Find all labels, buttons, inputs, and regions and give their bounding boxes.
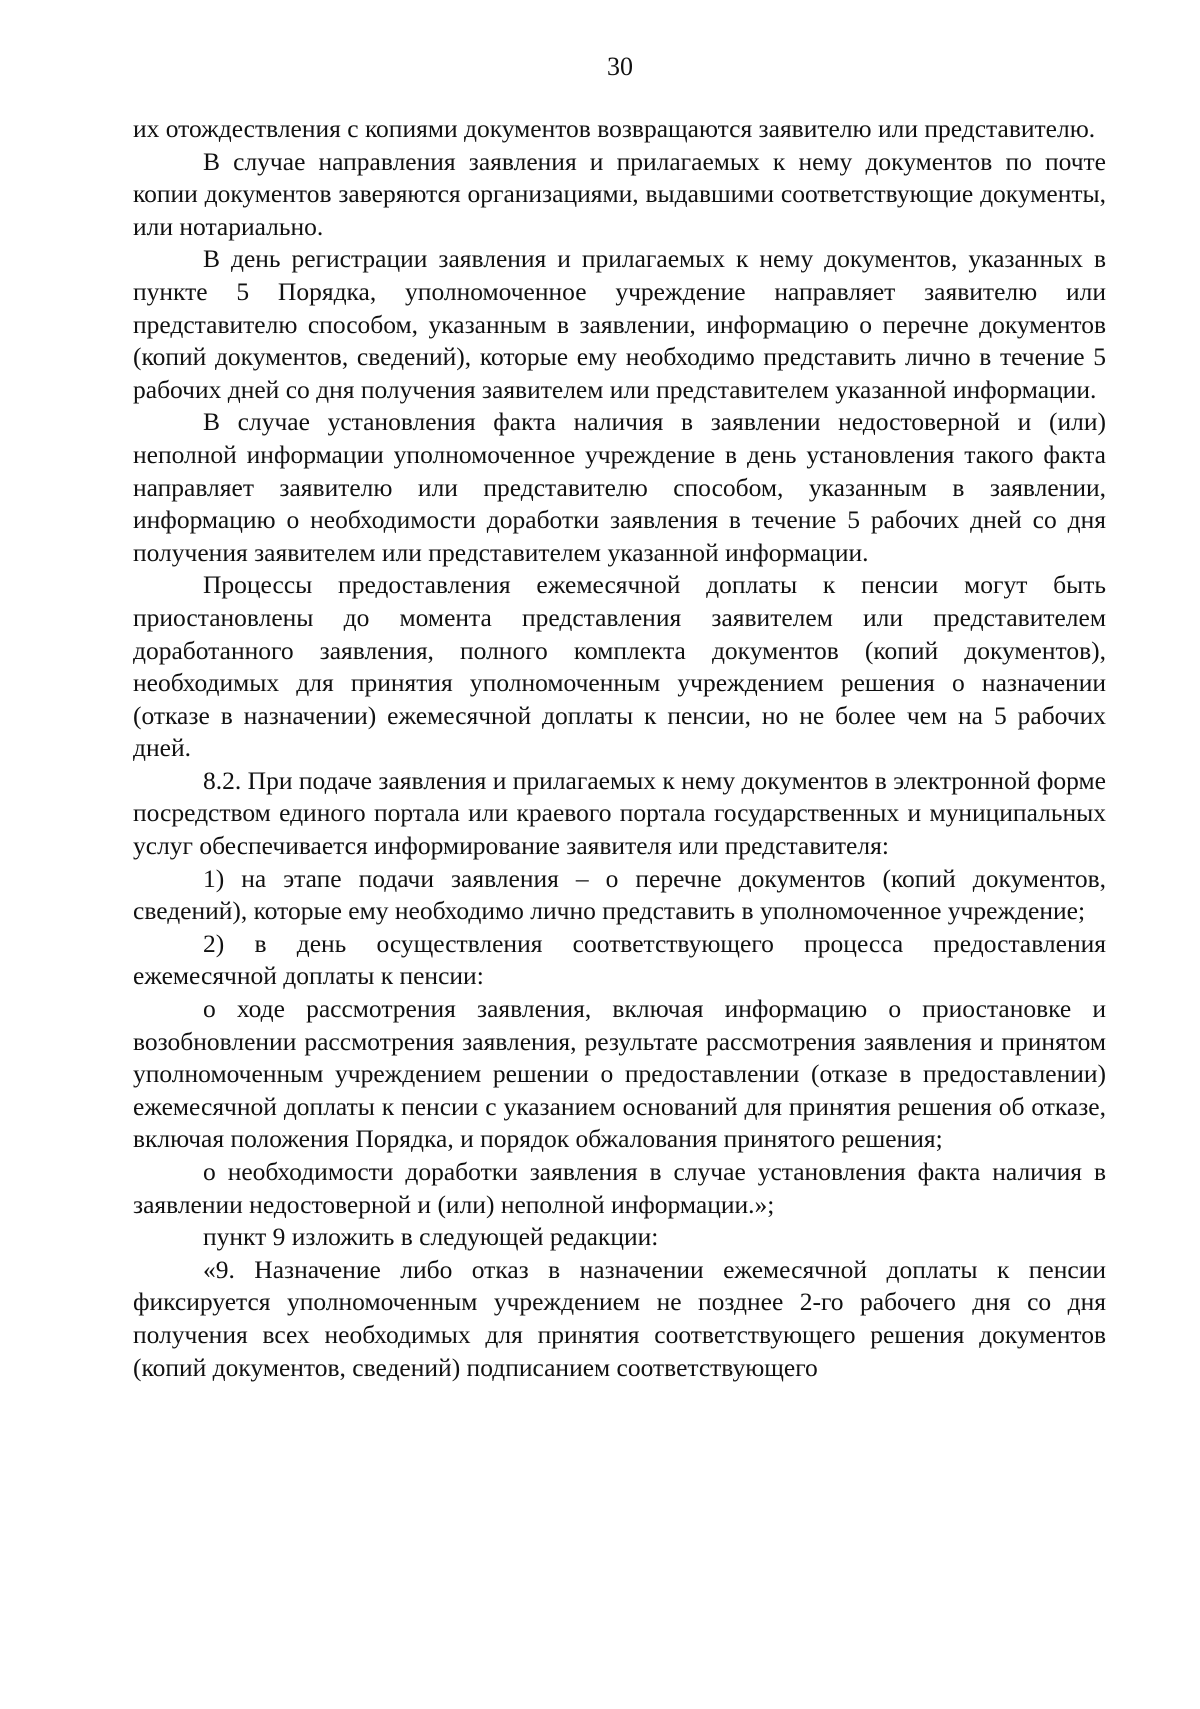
paragraph-postal-submission: В случае направления заявления и прилагаемых к нему документов по почте копии документов заверяются организациями, выдавшими соответствующие документы, или нотариально. xyxy=(133,146,1106,241)
paragraph-unreliable-information: В случае установления факта наличия в заявлении недостоверной и (или) неполной информации уполномоченное учреждение в день установления такого факта направляет заявителю или представителю способом, указанным в заявлении, информацию о необходимости доработки заявления в течение 5 рабочих дней со дня получения заявителем или представителем указанной информации. xyxy=(133,407,1106,567)
paragraph-process-suspension: Процессы предоставления ежемесячной доплаты к пенсии могут быть приостановлены до момента представления заявителем или представителем доработанного заявления, полного комплекта документов (копий документов), необходимых для принятия уполномоченным учреждением решения о назначении (отказе в назначении) ежемесячной доплаты к пенсии, но не более чем на 5 рабочих дней. xyxy=(133,570,1106,763)
paragraph-electronic-submission: 8.2. При подаче заявления и прилагаемых к нему документов в электронной форме посредством единого портала или краевого портала государственных и муниципальных услуг обеспечивается информирование заявителя или представителя: xyxy=(133,765,1106,861)
paragraph-point-9-text: «9. Назначение либо отказ в назначении ежемесячной доплаты к пенсии фиксируется уполномоченным учреждением не позднее 2-го рабочего дня со дня получения всех необходимых для принятия соответствующего решения документов (копий документов, сведений) подписанием соответствующего xyxy=(133,1254,1106,1382)
paragraph-review-progress: о ходе рассмотрения заявления, включая информацию о приостановке и возобновлении рассмотрения заявления, результате рассмотрения заявления и принятом уполномоченным учреждением решении о предоставлении (отказе в предоставлении) ежемесячной доплаты к пенсии с указанием оснований для принятия решения об отказе, включая положения Порядка, и порядок обжалования принятого решения; xyxy=(133,994,1106,1154)
paragraph-continuation: их отождествления с копиями документов возвращаются заявителю или представителю. xyxy=(133,114,1096,143)
paragraph-point-9-intro: пункт 9 изложить в следующей редакции: xyxy=(203,1222,659,1252)
paragraph-registration-day: В день регистрации заявления и прилагаемых к нему документов, указанных в пункте 5 Порядка, уполномоченное учреждение направляет заявителю или представителю способом, указанным в заявлении, информацию о перечне документов (копий документов, сведений), которые ему необходимо представить лично в течение 5 рабочих дней со дня получения заявителем или представителем указанной информации. xyxy=(133,244,1106,404)
page-number: 30 xyxy=(607,52,633,81)
list-item-2: 2) в день осуществления соответствующего процесса предоставления ежемесячной доплаты к пенсии: xyxy=(133,928,1106,991)
list-item-1: 1) на этапе подачи заявления – о перечне документов (копий документов, сведений), которые ему необходимо лично представить в уполномоченное учреждение; xyxy=(133,863,1106,926)
paragraph-revision-needed: о необходимости доработки заявления в случае установления факта наличия в заявлении недостоверной и (или) неполной информации.»; xyxy=(133,1157,1106,1219)
document-body xyxy=(133,113,1106,1384)
